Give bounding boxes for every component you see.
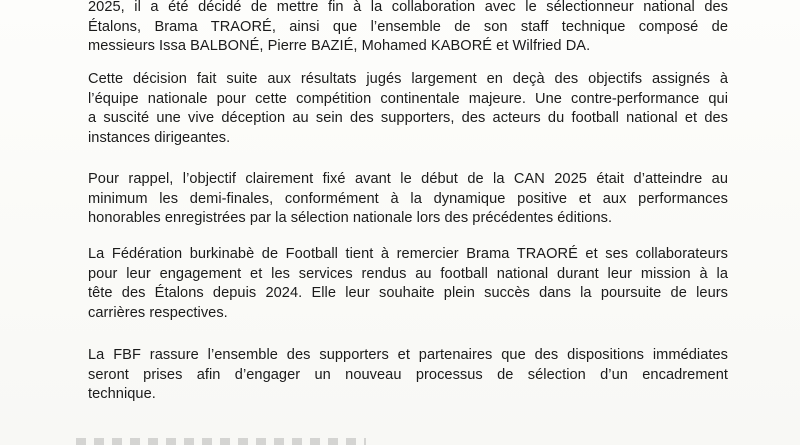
text-line: a suscité une vive déception au sein des supporters, des acteurs du football national et des bbox=[88, 110, 728, 126]
text-line: l’équipe nationale pour cette compétition continentale majeure. Une contre-performance qui bbox=[88, 90, 728, 107]
text-line: Pour rappel, l’objectif clairement fixé avant le début de la CAN 2025 était d’atteindre au bbox=[88, 171, 728, 187]
text-line: honorables enregistrées par la sélection nationale lors des précédentes éditions. bbox=[88, 210, 613, 226]
text-line: technique. bbox=[88, 386, 156, 402]
text-line: Cette décision fait suite aux résultats jugés largement en deçà des objectifs assignés à bbox=[88, 71, 728, 87]
paragraph-next-steps bbox=[88, 346, 728, 405]
text-line: carrières respectives. bbox=[88, 304, 228, 321]
paragraph-reason bbox=[88, 70, 728, 148]
paragraph-decision bbox=[88, 0, 728, 57]
text-line: messieurs Issa BALBONÉ, Pierre BAZIÉ, Mohamed KABORÉ et Wilfried DA. bbox=[88, 38, 591, 54]
cropped-text-fragment bbox=[76, 438, 366, 445]
paragraph-objective bbox=[88, 170, 728, 229]
text-line: Étalons, Brama TRAORÉ, ainsi que l’ensemble de son staff technique composé de bbox=[88, 18, 728, 35]
text-line: 2025, il a été décidé de mettre fin à la collaboration avec le sélectionneur national des bbox=[88, 0, 728, 15]
text-line: pour leur engagement et les services rendus au football national durant leur mission à la bbox=[88, 265, 728, 282]
paragraph-thanks bbox=[88, 245, 728, 323]
text-line: tête des Étalons depuis 2024. Elle leur souhaite plein succès dans la poursuite de leurs bbox=[88, 285, 728, 301]
text-line: minimum les demi-finales, conformément à la dynamique positive et aux performances bbox=[88, 190, 728, 207]
text-line: La Fédération burkinabè de Football tient à remercier Brama TRAORÉ et ses collaborateurs bbox=[88, 246, 728, 262]
text-line: instances dirigeantes. bbox=[88, 129, 231, 146]
text-line: seront prises afin d’engager un nouveau processus de sélection d’un encadrement bbox=[88, 366, 728, 383]
text-line: La FBF rassure l’ensemble des supporters et partenaires que des dispositions immédiates bbox=[88, 347, 728, 363]
